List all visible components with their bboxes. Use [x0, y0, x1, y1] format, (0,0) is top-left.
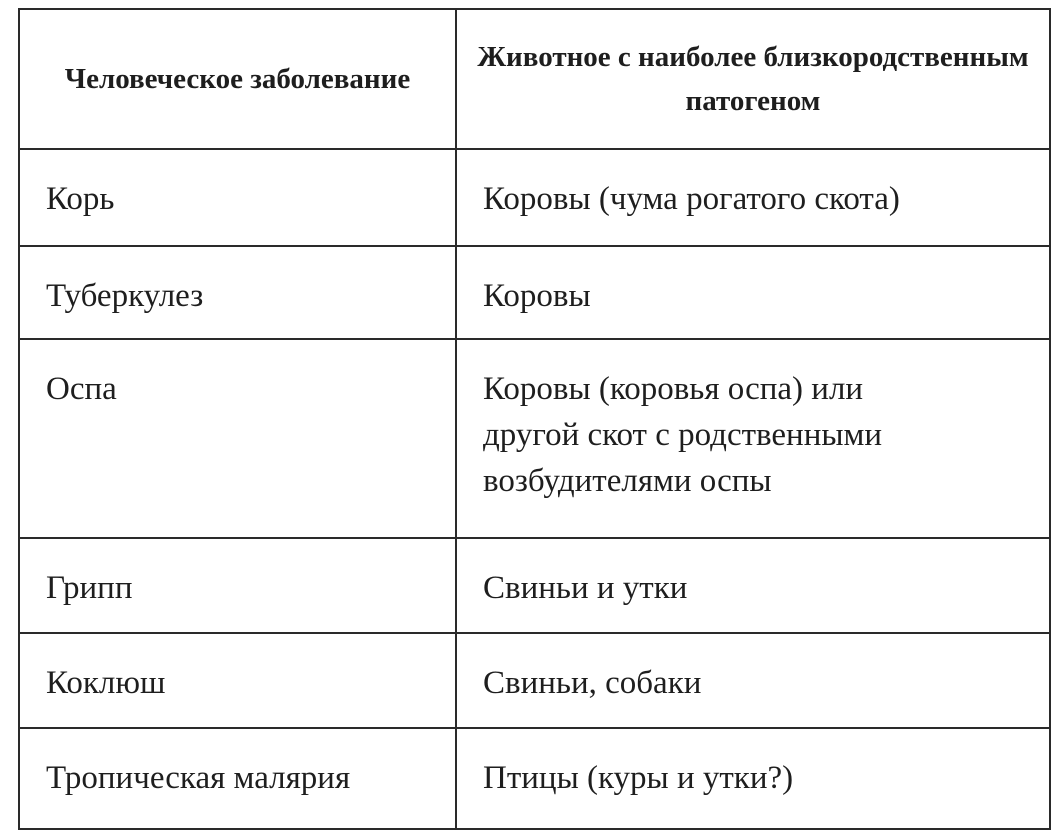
animal-line: Коровы (коровья оспа) или — [483, 371, 864, 407]
header-row — [19, 9, 1050, 149]
header-line: близкородственным патогеном — [685, 41, 1029, 117]
disease-cell: Оспа — [19, 339, 456, 538]
disease-cell: Коклюш — [19, 633, 456, 728]
animal-cell — [456, 246, 1050, 339]
animal-cell — [456, 149, 1050, 246]
animal-cell — [456, 339, 1050, 538]
animal-line: Коровы — [483, 278, 591, 314]
animal-cell — [456, 633, 1050, 728]
header-line: заболевание — [250, 63, 411, 95]
animal-cell — [456, 538, 1050, 633]
animal-line: Птицы (куры и утки?) — [483, 760, 794, 796]
disease-cell: Корь — [19, 149, 456, 246]
animal-line: возбудителями оспы — [483, 463, 772, 499]
animal-cell — [456, 728, 1050, 829]
table-row — [19, 633, 1050, 728]
disease-cell: Грипп — [19, 538, 456, 633]
disease-cell: Тропическая малярия — [19, 728, 456, 829]
animal-line: Свиньи и утки — [483, 570, 688, 606]
table-row — [19, 728, 1050, 829]
disease-pathogen-table — [18, 8, 1051, 830]
header-human-disease — [19, 9, 456, 149]
header-line: Животное с наиболее — [477, 41, 757, 73]
table-row — [19, 149, 1050, 246]
animal-line: Свиньи, собаки — [483, 665, 702, 701]
header-line: Человеческое — [64, 63, 243, 95]
header-animal — [456, 9, 1050, 149]
animal-line: Коровы (чума рогатого скота) — [483, 181, 900, 217]
table-row — [19, 339, 1050, 538]
table-row — [19, 538, 1050, 633]
table-row — [19, 246, 1050, 339]
disease-cell: Туберкулез — [19, 246, 456, 339]
animal-line: другой скот с родственными — [483, 417, 883, 453]
